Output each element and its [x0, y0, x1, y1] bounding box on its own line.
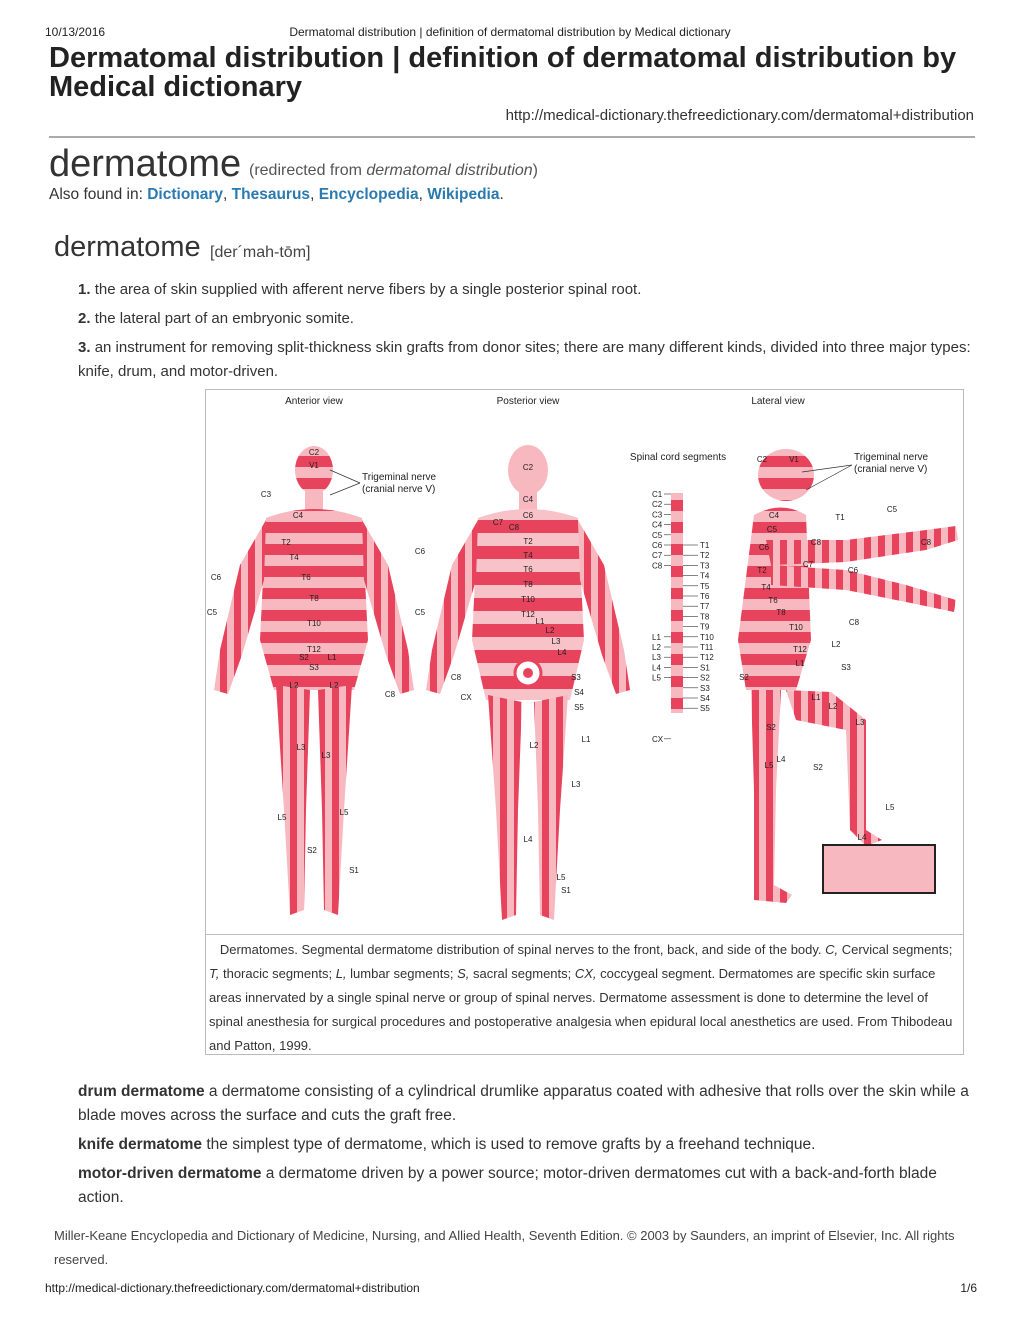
spinal-segment-label: T6 [700, 592, 710, 601]
definitions-list [78, 278, 978, 389]
dermatome-segment-label: T12 [793, 645, 807, 654]
spinal-segment-label: C5 [652, 530, 663, 540]
dermatome-segment-label: C5 [414, 608, 426, 617]
figure-caption: Dermatomes. Segmental dermatome distribution of spinal nerves to the front, back, and side of the body. C, Cervical segments; T, thoracic segments; L, lumbar segments; S, sacral segments; CX, coccygeal segment. Dermatomes are specific skin surface areas innervated by a single spinal nerve or group of spinal nerves. Dermatome assessment is done to determine the level of spinal anesthesia for surgical procedures and postoperative analgesia when epidural local anesthetics are used. From Thibodeau and Patton, 1999. [209, 942, 953, 1053]
dermatome-segment-label: T2 [523, 537, 533, 546]
link-encyclopedia[interactable]: Encyclopedia [318, 186, 419, 203]
dermatome-segment-label: S3 [571, 673, 581, 682]
dermatome-segment-label: C6 [522, 511, 534, 520]
term-name: drum dermatome [78, 1083, 205, 1100]
spinal-segment-label: L1 [652, 632, 661, 642]
dermatome-segment-label: T8 [309, 594, 319, 603]
trigeminal-label: Trigeminal nerve [854, 452, 929, 463]
dermatome-segment-label: S4 [574, 688, 584, 697]
dermatome-illustration [206, 390, 963, 934]
link-wikipedia[interactable]: Wikipedia [427, 186, 500, 203]
footer-page-number: 1/6 [960, 1281, 977, 1295]
dermatome-segment-label: L1 [811, 693, 821, 702]
spinal-segment-label: C1 [652, 490, 663, 499]
term-name: knife dermatome [78, 1136, 203, 1153]
spinal-segment-label: T8 [700, 612, 710, 622]
footer-url: http://medical-dictionary.thefreedictionary.com/dermatomal+distribution [45, 1281, 420, 1295]
trigeminal-label: (cranial nerve V) [362, 484, 436, 495]
headword: dermatome [49, 143, 242, 185]
spinal-segment-label: S1 [700, 663, 710, 673]
spinal-segment-label: C6 [652, 541, 663, 550]
dermatome-segment-label: C6 [414, 547, 426, 556]
spinal-cord [630, 452, 726, 744]
spinal-segment-label: T3 [700, 561, 710, 571]
dermatome-segment-label: C8 [810, 538, 822, 547]
dermatome-segment-label: C4 [522, 495, 534, 504]
dermatome-segment-label: T12 [307, 645, 321, 654]
dermatome-segment-label: T12 [521, 610, 535, 619]
dermatome-segment-label: L3 [855, 718, 865, 727]
caption-divider [206, 934, 963, 935]
spinal-segment-label: L5 [652, 673, 661, 683]
dermatome-segment-label: S2 [766, 723, 776, 732]
dermatome-segment-label: C2 [308, 448, 320, 457]
spinal-segment-label: T10 [700, 632, 714, 642]
dermatome-segment-label: C3 [260, 490, 272, 499]
dermatome-segment-label: L4 [523, 835, 533, 844]
dermatome-segment-label: C2 [522, 463, 534, 472]
spinal-segment-label: S5 [700, 704, 710, 714]
dermatome-segment-label: L5 [277, 813, 287, 822]
term-item: knife dermatome the simplest type of dermatome, which is used to remove grafts by a freehand technique. [78, 1136, 816, 1153]
entry-word: dermatome [54, 231, 201, 263]
dermatome-segment-label: L2 [289, 681, 299, 690]
dermatome-segment-label: C5 [886, 505, 898, 514]
view-title-posterior: Posterior view [496, 396, 560, 407]
view-title-anterior: Anterior view [285, 396, 343, 407]
leader-line [330, 483, 360, 495]
term-item: drum dermatome a dermatome consisting of a cylindrical drumlike apparatus coated with adhesive that rolls over the skin while a blade moves across the surface and cuts the graft free. [78, 1083, 969, 1124]
dermatome-segment-label: S2 [307, 846, 317, 855]
dermatome-segment-label: L1 [795, 659, 805, 668]
spinal-segment-label: S4 [700, 694, 710, 703]
dermatome-segment-label: V1 [789, 455, 799, 464]
dermatome-segment-label: T6 [523, 565, 533, 574]
dermatome-segment-label: C8 [384, 690, 396, 699]
dermatome-segment-label: C8 [508, 523, 520, 532]
trigeminal-label: Trigeminal nerve [362, 472, 437, 483]
dermatome-segment-label: C5 [766, 525, 778, 534]
redirect-note: (redirected from dermatomal distribution) [249, 162, 538, 179]
dermatome-segment-label: S2 [299, 653, 309, 662]
dermatome-segment-label: L3 [571, 780, 581, 789]
pronunciation: [der´mah-tōm] [210, 244, 311, 261]
redirect-term: dermatomal distribution [366, 162, 533, 179]
dermatome-segment-label: C6 [758, 543, 770, 552]
dermatome-segment-label: L5 [764, 761, 774, 770]
dermatome-segment-label: C2 [756, 455, 768, 464]
dermatome-segment-label: L2 [329, 681, 339, 690]
dermatome-segment-label: C6 [210, 573, 222, 582]
dermatome-segment-label: S2 [813, 763, 823, 772]
dermatome-segment-label: S3 [841, 663, 851, 672]
dermatome-segment-label: L4 [857, 833, 867, 842]
source-credit: Miller-Keane Encyclopedia and Dictionary of Medicine, Nursing, and Allied Health, Seventh Edition. © 2003 by Saunders, an imprint of Elsevier, Inc. All rights reserved. [54, 1228, 955, 1267]
dermatome-segment-label: L1 [581, 735, 591, 744]
view-title-lateral: Lateral view [751, 396, 805, 407]
link-dictionary[interactable]: Dictionary [147, 186, 224, 203]
term-item: motor-driven dermatome a dermatome driven by a power source; motor-driven dermatomes cut with a back-and-forth blade action. [78, 1165, 937, 1206]
spinal-segment-label: T2 [700, 551, 710, 561]
dermatome-segment-label: C4 [768, 511, 780, 520]
spinal-segment-label: CX [652, 734, 664, 744]
dermatome-figure [205, 389, 964, 1055]
trigeminal-label: (cranial nerve V) [854, 464, 928, 475]
dermatome-segment-label: L2 [831, 640, 841, 649]
spinal-segment-label: T1 [700, 541, 710, 550]
spinal-segment-label: S2 [700, 673, 710, 683]
dermatome-segment-label: L5 [339, 808, 349, 817]
spinal-segment-label: C2 [652, 500, 663, 510]
dermatome-segment-label: C4 [292, 511, 304, 520]
spinal-segment-label: T11 [700, 643, 714, 652]
spinal-segment-label: C8 [652, 561, 663, 571]
spinal-segment-label: T5 [700, 581, 710, 591]
spinal-segment-label: C4 [652, 520, 663, 530]
dermatome-segment-label: T10 [789, 623, 803, 632]
dermatome-segment-label: S5 [574, 703, 584, 712]
dermatome-segment-label: C6 [847, 566, 859, 575]
dermatome-segment-label: L1 [327, 653, 337, 662]
page-title: Dermatomal distribution | definition of dermatomal distribution by Medical dictionary [49, 42, 957, 103]
dermatome-segment-label: L4 [557, 648, 567, 657]
dermatome-segment-label: C5 [206, 608, 218, 617]
spinal-segment-label: T12 [700, 653, 714, 663]
print-date: 10/13/2016 [45, 25, 106, 39]
dermatome-segment-label: T1 [835, 513, 845, 522]
definition-item: 1. the area of skin supplied with afferent nerve fibers by a single posterior spinal root. [78, 281, 642, 298]
print-header-title: Dermatomal distribution | definition of dermatomal distribution by Medical dictionary [289, 25, 731, 39]
term-list [78, 1080, 978, 1215]
dermatome-segment-label: T10 [307, 619, 321, 628]
dermatome-segment-label: S2 [739, 673, 749, 682]
spinal-segment-label: L3 [652, 653, 661, 663]
dermatome-segment-label: L5 [556, 873, 566, 882]
dermatome-segment-label: T6 [768, 596, 778, 605]
dermatome-segment-label: T8 [776, 608, 786, 617]
dermatome-segment-label: C7 [802, 560, 814, 569]
dermatome-segment-label: L4 [776, 755, 786, 764]
link-thesaurus[interactable]: Thesaurus [231, 186, 311, 203]
spinal-segment-label: C7 [652, 551, 663, 561]
page-url: http://medical-dictionary.thefreedictionary.com/dermatomal+distribution [505, 107, 974, 124]
dermatome-segment-label: T4 [523, 551, 533, 560]
step-box [823, 845, 935, 893]
dermatome-segment-label: C8 [450, 673, 462, 682]
spinal-segment-label: T4 [700, 571, 710, 581]
dermatome-segment-label: T2 [281, 538, 291, 547]
dermatome-segment-label: V1 [309, 461, 319, 470]
definition-item: 2. the lateral part of an embryonic somite. [78, 310, 354, 327]
dermatome-segment-label: T10 [521, 595, 535, 604]
dermatome-segment-label: L5 [885, 803, 895, 812]
definition-item: 3. an instrument for removing split-thickness skin grafts from donor sites; there are many different kinds, divided into three major types: knife, drum, and motor-driven. [78, 339, 971, 380]
divider [49, 136, 975, 138]
dermatome-segment-label: T4 [289, 553, 299, 562]
dermatome-segment-label: L3 [551, 637, 561, 646]
dermatome-segment-label: T2 [757, 566, 767, 575]
dermatome-segment-label: C8 [848, 618, 860, 627]
anterior-body [214, 446, 414, 915]
spinal-cord-title: Spinal cord segments [629, 452, 727, 463]
dermatome-segment-label: CX [460, 693, 472, 702]
dermatome-segment-label: L1 [535, 617, 545, 626]
dermatome-segment-label: T8 [523, 580, 533, 589]
dermatome-segment-label: L3 [296, 743, 306, 752]
dermatome-segment-label: C7 [492, 518, 504, 527]
term-name: motor-driven dermatome [78, 1165, 262, 1182]
spinal-segment-label: S3 [700, 683, 710, 693]
also-found-in: Also found in: Dictionary, Thesaurus, Encyclopedia, Wikipedia. [49, 186, 504, 203]
spinal-segment-label: T9 [700, 622, 710, 632]
dermatome-segment-label: C8 [920, 538, 932, 547]
dermatome-segment-label: L2 [529, 741, 539, 750]
dermatome-segment-label: L3 [321, 751, 331, 760]
leader-line [330, 470, 360, 483]
dermatome-segment-label: T6 [301, 573, 311, 582]
dermatome-segment-label: S1 [561, 886, 571, 895]
dermatome-segment-label: S1 [349, 866, 359, 875]
spinal-segment-label: C3 [652, 510, 663, 520]
dermatome-segment-label: S3 [309, 663, 319, 672]
spinal-segment-label: T7 [700, 602, 710, 612]
spinal-segment-label: L2 [652, 643, 661, 652]
dermatome-segment-label: L2 [545, 626, 555, 635]
dermatome-segment-label: T4 [761, 583, 771, 592]
spinal-segment-label: L4 [652, 663, 661, 673]
dermatome-segment-label: L2 [828, 702, 838, 711]
